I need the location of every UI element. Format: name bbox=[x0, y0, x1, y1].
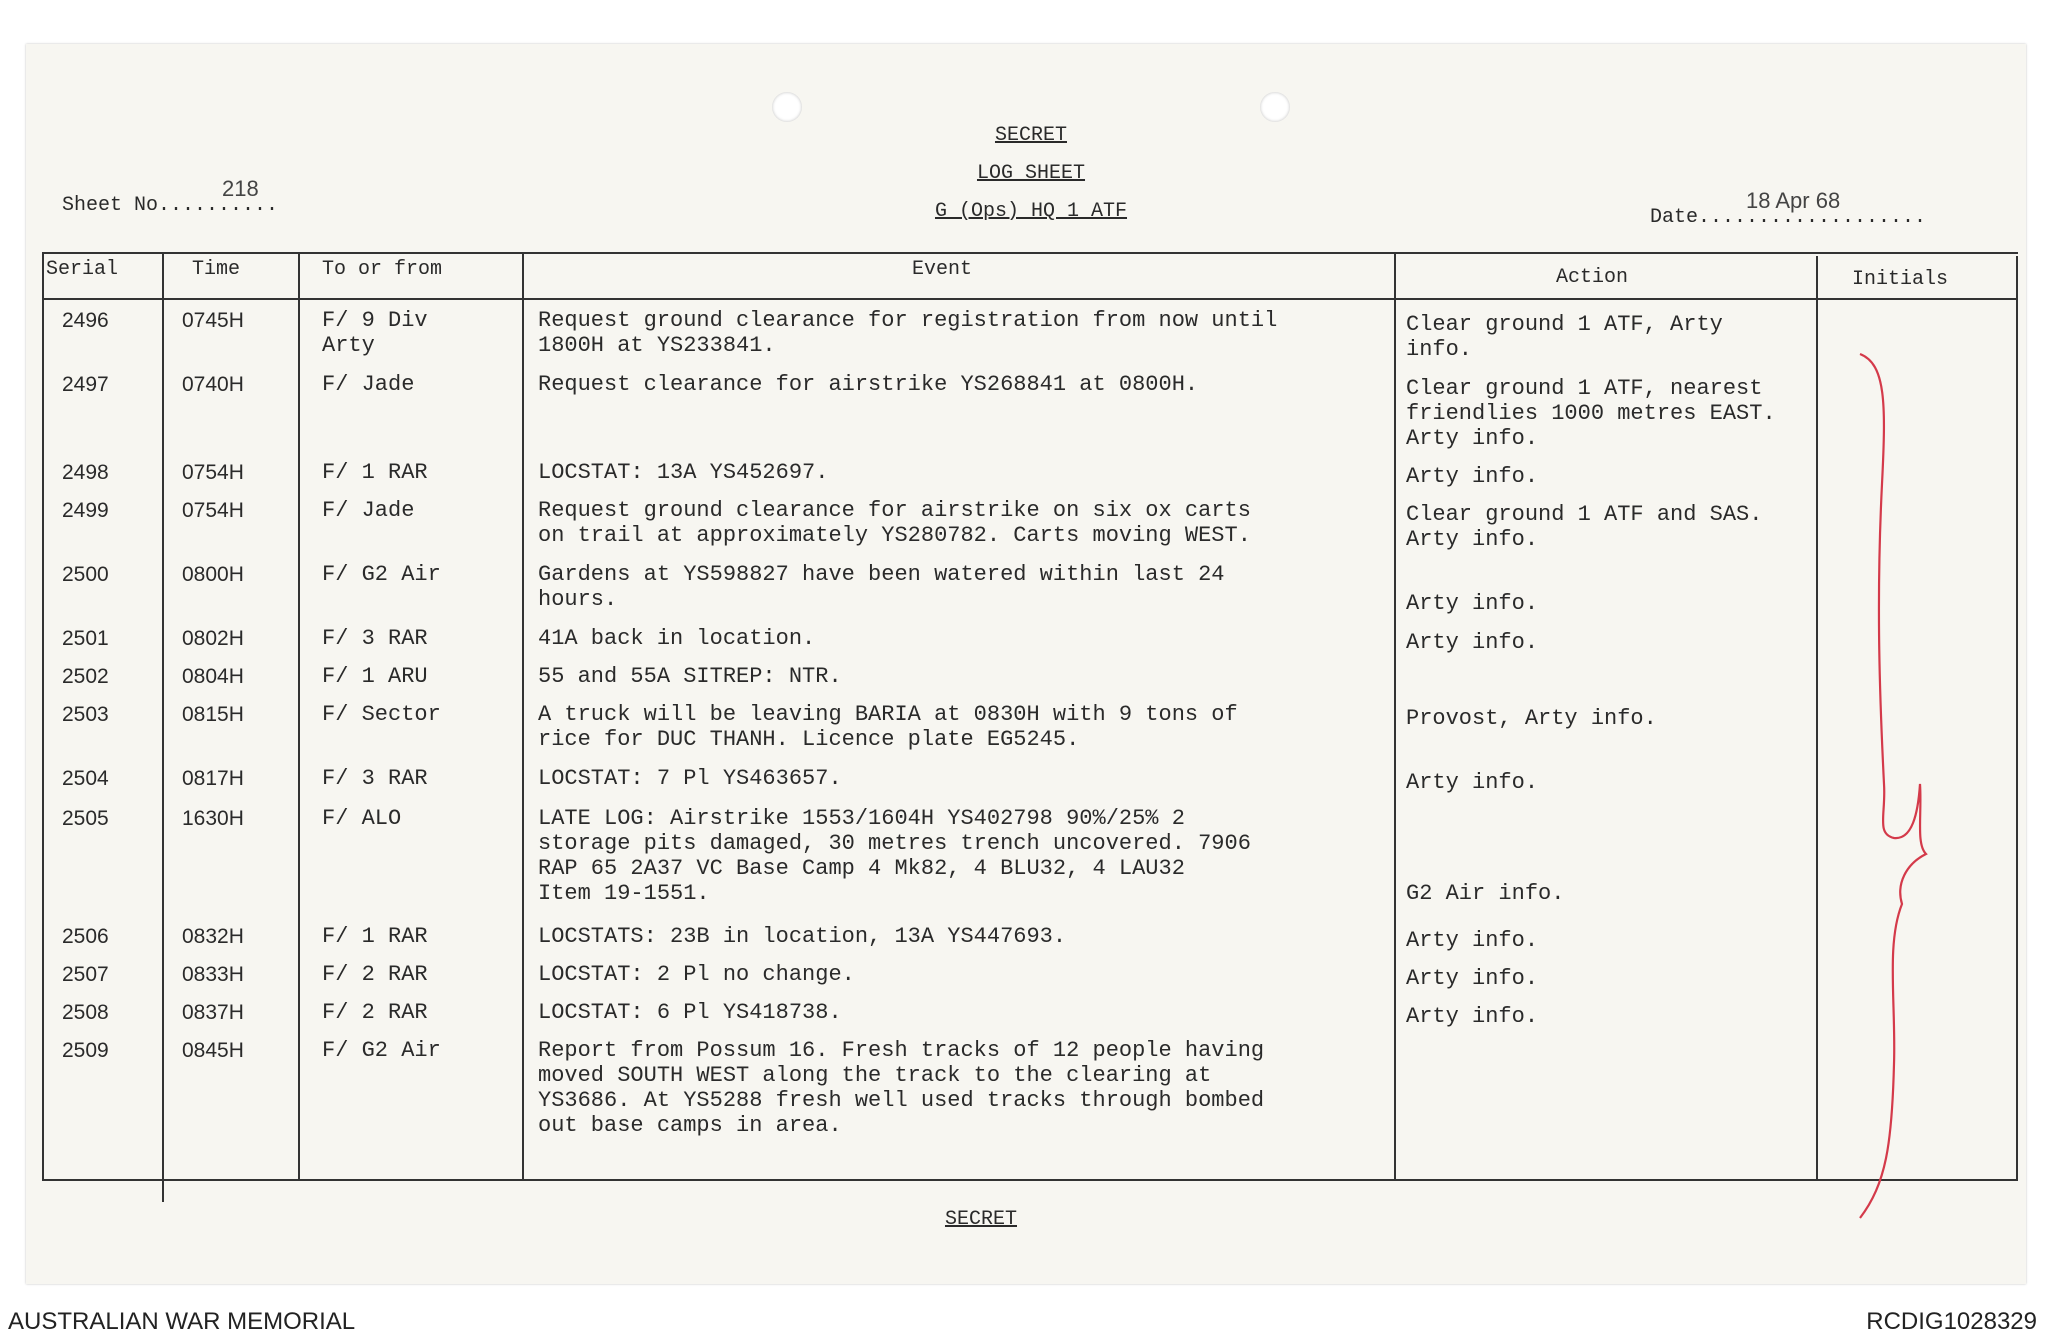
event-cell: LOCSTAT: 13A YS452697. bbox=[538, 460, 829, 485]
time-cell: 0754H bbox=[182, 461, 244, 484]
time-cell: 0837H bbox=[182, 1001, 244, 1024]
table-top-border bbox=[42, 252, 2018, 254]
time-cell: 0817H bbox=[182, 767, 244, 790]
time-cell: 1630H bbox=[182, 807, 244, 830]
header-divider bbox=[42, 298, 2018, 300]
event-cell: LOCSTAT: 6 Pl YS418738. bbox=[538, 1000, 842, 1025]
serial-cell: 2508 bbox=[62, 1001, 109, 1024]
column-header-initials: Initials bbox=[1852, 268, 1949, 291]
from-cell: F/ 1 RAR bbox=[322, 460, 428, 485]
classification-bottom: SECRET bbox=[944, 1208, 1017, 1231]
column-header-action: Action bbox=[1556, 266, 1629, 289]
archive-institution: AUSTRALIAN WAR MEMORIAL bbox=[8, 1308, 356, 1335]
event-cell: 55 and 55A SITREP: NTR. bbox=[538, 664, 842, 689]
event-cell: Request clearance for airstrike YS268841 at 0800H. bbox=[538, 372, 1199, 397]
date-label: Date................... bbox=[1650, 206, 1927, 229]
from-cell: F/ 1 ARU bbox=[322, 664, 428, 689]
initials-bracket-mark bbox=[1846, 344, 1956, 1224]
initials-stroke bbox=[1860, 354, 1926, 1218]
action-cell: Arty info. bbox=[1406, 591, 1539, 616]
serial-cell: 2507 bbox=[62, 963, 109, 986]
punch-hole-right bbox=[1260, 92, 1290, 122]
column-border bbox=[298, 252, 300, 1181]
from-cell: F/ ALO bbox=[322, 806, 402, 831]
action-cell: Arty info. bbox=[1406, 630, 1539, 655]
classification-top: SECRET bbox=[994, 124, 1067, 147]
event-cell: Request ground clearance for registration from now until 1800H at YS233841. bbox=[538, 308, 1278, 358]
punch-hole-left bbox=[772, 92, 802, 122]
time-cell: 0804H bbox=[182, 665, 244, 688]
column-header-time: Time bbox=[192, 258, 241, 281]
document-title: LOG SHEET bbox=[976, 162, 1086, 185]
action-cell: Clear ground 1 ATF, Arty info. bbox=[1406, 312, 1723, 362]
serial-cell: 2497 bbox=[62, 373, 109, 396]
event-cell: Request ground clearance for airstrike on six ox carts on trail at approximately YS280782. Carts moving WEST. bbox=[538, 498, 1251, 548]
event-cell: LOCSTAT: 2 Pl no change. bbox=[538, 962, 855, 987]
column-border bbox=[522, 252, 524, 1181]
action-cell: Clear ground 1 ATF and SAS. Arty info. bbox=[1406, 502, 1763, 552]
from-cell: F/ 2 RAR bbox=[322, 1000, 428, 1025]
event-cell: LATE LOG: Airstrike 1553/1604H YS402798 90%/25% 2 storage pits damaged, 30 metres trench uncovered. 7906 RAP 65 2A37 VC Base Camp 4 Mk82, 4 BLU32, 4 LAU32 Item 19-1551. bbox=[538, 806, 1251, 906]
action-cell: Arty info. bbox=[1406, 770, 1539, 795]
time-cell: 0802H bbox=[182, 627, 244, 650]
table-bottom-border bbox=[42, 1179, 2018, 1181]
from-cell: F/ 1 RAR bbox=[322, 924, 428, 949]
serial-cell: 2505 bbox=[62, 807, 109, 830]
column-header-event: Event bbox=[912, 258, 973, 281]
time-cell: 0740H bbox=[182, 373, 244, 396]
event-cell: LOCSTATS: 23B in location, 13A YS447693. bbox=[538, 924, 1067, 949]
action-cell: G2 Air info. bbox=[1406, 881, 1565, 906]
date-value: 18 Apr 68 bbox=[1746, 188, 1841, 213]
time-cell: 0754H bbox=[182, 499, 244, 522]
action-cell: Arty info. bbox=[1406, 928, 1539, 953]
from-cell: F/ 2 RAR bbox=[322, 962, 428, 987]
event-cell: Gardens at YS598827 have been watered within last 24 hours. bbox=[538, 562, 1225, 612]
from-cell: F/ 3 RAR bbox=[322, 626, 428, 651]
action-cell: Arty info. bbox=[1406, 464, 1539, 489]
event-cell: LOCSTAT: 7 Pl YS463657. bbox=[538, 766, 842, 791]
time-cell: 0832H bbox=[182, 925, 244, 948]
column-border bbox=[42, 252, 44, 1181]
action-cell: Arty info. bbox=[1406, 1004, 1539, 1029]
archive-record-id: RCDIG1028329 bbox=[1866, 1308, 2037, 1335]
serial-cell: 2509 bbox=[62, 1039, 109, 1062]
serial-cell: 2500 bbox=[62, 563, 109, 586]
column-border bbox=[2016, 256, 2018, 1181]
time-cell: 0833H bbox=[182, 963, 244, 986]
from-cell: F/ Sector bbox=[322, 702, 441, 727]
serial-cell: 2501 bbox=[62, 627, 109, 650]
serial-cell: 2496 bbox=[62, 309, 109, 332]
unit-name: G (Ops) HQ 1 ATF bbox=[934, 200, 1128, 223]
action-cell: Arty info. bbox=[1406, 966, 1539, 991]
serial-cell: 2504 bbox=[62, 767, 109, 790]
event-cell: A truck will be leaving BARIA at 0830H with 9 tons of rice for DUC THANH. Licence plate EG5245. bbox=[538, 702, 1238, 752]
serial-cell: 2499 bbox=[62, 499, 109, 522]
column-border bbox=[162, 252, 164, 1202]
serial-cell: 2506 bbox=[62, 925, 109, 948]
from-cell: F/ 3 RAR bbox=[322, 766, 428, 791]
column-header-to-or-from: To or from bbox=[322, 258, 443, 281]
serial-cell: 2503 bbox=[62, 703, 109, 726]
sheet-number-label: Sheet No.......... bbox=[62, 194, 279, 217]
time-cell: 0800H bbox=[182, 563, 244, 586]
sheet-number-value: 218 bbox=[222, 176, 259, 201]
from-cell: F/ G2 Air bbox=[322, 562, 441, 587]
serial-cell: 2502 bbox=[62, 665, 109, 688]
from-cell: F/ Jade bbox=[322, 498, 415, 523]
event-cell: Report from Possum 16. Fresh tracks of 12 people having moved SOUTH WEST along the track to the clearing at YS3686. At YS5288 fresh well used tracks through bombed out base camps in area. bbox=[538, 1038, 1265, 1138]
from-cell: F/ Jade bbox=[322, 372, 415, 397]
time-cell: 0845H bbox=[182, 1039, 244, 1062]
time-cell: 0745H bbox=[182, 309, 244, 332]
column-header-serial: Serial bbox=[46, 258, 119, 281]
action-cell: Clear ground 1 ATF, nearest friendlies 1000 metres EAST. Arty info. bbox=[1406, 376, 1776, 451]
serial-cell: 2498 bbox=[62, 461, 109, 484]
from-cell: F/ 9 Div Arty bbox=[322, 308, 428, 358]
time-cell: 0815H bbox=[182, 703, 244, 726]
event-cell: 41A back in location. bbox=[538, 626, 816, 651]
from-cell: F/ G2 Air bbox=[322, 1038, 441, 1063]
log-sheet-paper bbox=[26, 44, 2026, 1284]
action-cell: Provost, Arty info. bbox=[1406, 706, 1657, 731]
